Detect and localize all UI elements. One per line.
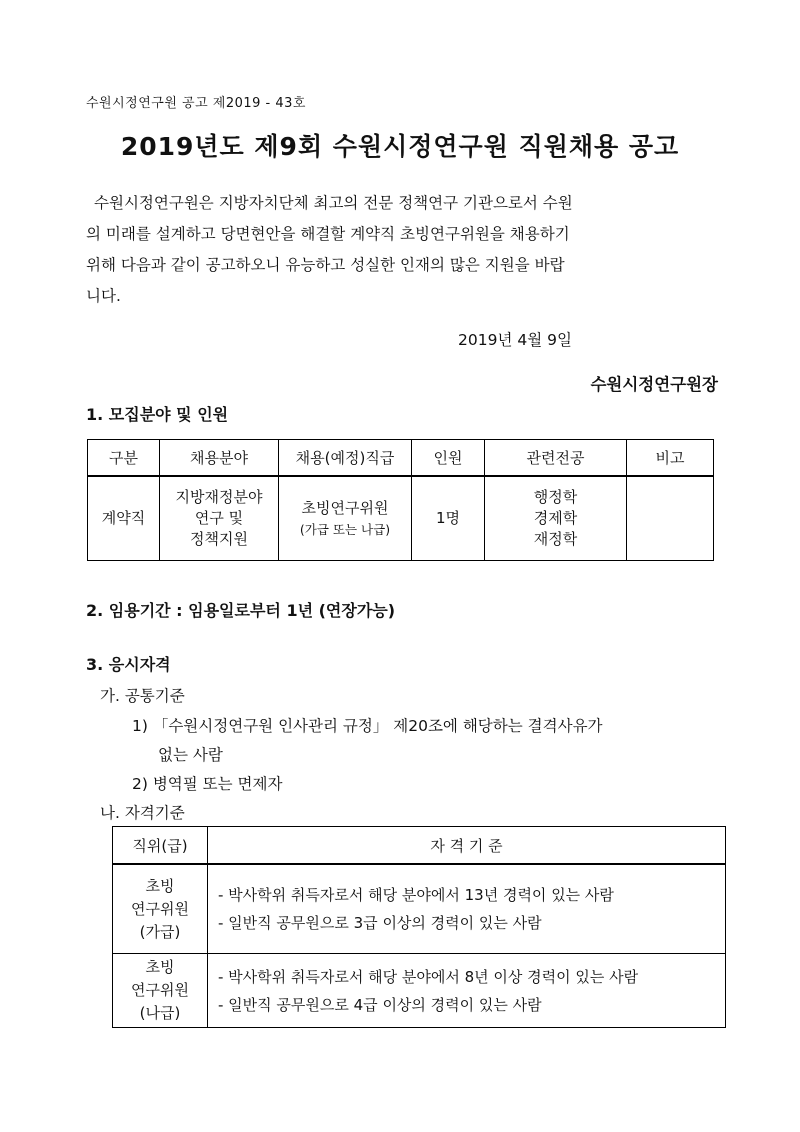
table-row xyxy=(88,476,714,561)
position-line: 연구위원 xyxy=(131,899,189,918)
section-heading-term: 2. 임용기간 : 임용일로부터 1년 (연장가능) xyxy=(86,601,396,620)
cell-position xyxy=(113,864,208,954)
table-row xyxy=(113,954,726,1028)
position-line: (가급) xyxy=(139,922,181,941)
column-header: 인원 xyxy=(412,440,485,477)
column-header: 채용(예정)직급 xyxy=(279,440,412,477)
signer: 수원시정연구원장 xyxy=(590,375,718,394)
cell-criteria xyxy=(208,954,726,1028)
position-line: (나급) xyxy=(139,1004,181,1022)
grade-label: 초빙연구위원 xyxy=(301,498,389,517)
position-line: 연구위원 xyxy=(131,981,189,999)
column-header: 직위(급) xyxy=(113,827,208,865)
intro-line: 위해 다음과 같이 공고하오니 유능하고 성실한 인재의 많은 지원을 바랍 xyxy=(86,256,565,274)
major: 행정학 xyxy=(533,488,578,506)
cell-note xyxy=(627,476,714,561)
criteria-item-continued: 없는 사람 xyxy=(158,746,223,764)
column-header: 채용분야 xyxy=(160,440,279,477)
column-header: 자 격 기 준 xyxy=(208,827,726,865)
criteria-item: 2) 병역필 또는 면제자 xyxy=(132,775,283,793)
announcement-date: 2019년 4월 9일 xyxy=(458,331,572,349)
intro-line: 니다. xyxy=(86,287,121,305)
qualification-table xyxy=(112,826,726,1028)
column-header: 구분 xyxy=(88,440,160,477)
subheading-criteria: 나. 자격기준 xyxy=(100,804,185,822)
cell-count: 1명 xyxy=(412,476,485,561)
cell-position xyxy=(113,954,208,1028)
column-header: 비고 xyxy=(627,440,714,477)
position-line: 초빙 xyxy=(145,958,175,976)
major: 재정학 xyxy=(533,530,578,548)
criteria-item: 1) 「수원시정연구원 인사관리 규정」 제20조에 해당하는 결격사유가 xyxy=(132,717,603,735)
cell-field xyxy=(160,476,279,561)
grade-note: (가급 또는 나급) xyxy=(299,521,391,537)
page-title: 2019년도 제9회 수원시정연구원 직원채용 공고 xyxy=(120,132,680,161)
field-line: 정책지원 xyxy=(190,530,248,548)
position-line: 초빙 xyxy=(145,876,175,895)
cell-grade xyxy=(279,476,412,561)
table-row xyxy=(113,864,726,954)
column-header: 관련전공 xyxy=(485,440,627,477)
cell-criteria xyxy=(208,864,726,954)
criteria-line: - 박사학위 취득자로서 해당 분야에서 13년 경력이 있는 사람 xyxy=(218,886,614,904)
criteria-line: - 박사학위 취득자로서 해당 분야에서 8년 이상 경력이 있는 사람 xyxy=(218,967,639,986)
recruitment-table xyxy=(87,439,714,561)
table-header-row xyxy=(113,827,726,865)
cell-type: 계약직 xyxy=(88,476,160,561)
major: 경제학 xyxy=(533,509,578,527)
cell-majors xyxy=(485,476,627,561)
field-line: 연구 및 xyxy=(194,509,244,527)
section-heading-recruitment: 1. 모집분야 및 인원 xyxy=(86,405,229,424)
table-header-row xyxy=(88,440,714,477)
section-heading-qualification: 3. 응시자격 xyxy=(86,655,171,674)
intro-paragraph xyxy=(86,188,718,312)
announcement-number: 수원시정연구원 공고 제2019 - 43호 xyxy=(86,96,306,111)
criteria-line: - 일반직 공무원으로 4급 이상의 경력이 있는 사람 xyxy=(218,995,542,1014)
criteria-line: - 일반직 공무원으로 3급 이상의 경력이 있는 사람 xyxy=(218,914,542,932)
field-line: 지방재정분야 xyxy=(175,488,263,506)
subheading-common: 가. 공통기준 xyxy=(100,687,185,705)
intro-line: 수원시정연구원은 지방자치단체 최고의 전문 정책연구 기관으로서 수원 xyxy=(94,194,573,212)
intro-line: 의 미래를 설계하고 당면현안을 해결할 계약직 초빙연구위원을 채용하기 xyxy=(86,225,570,243)
